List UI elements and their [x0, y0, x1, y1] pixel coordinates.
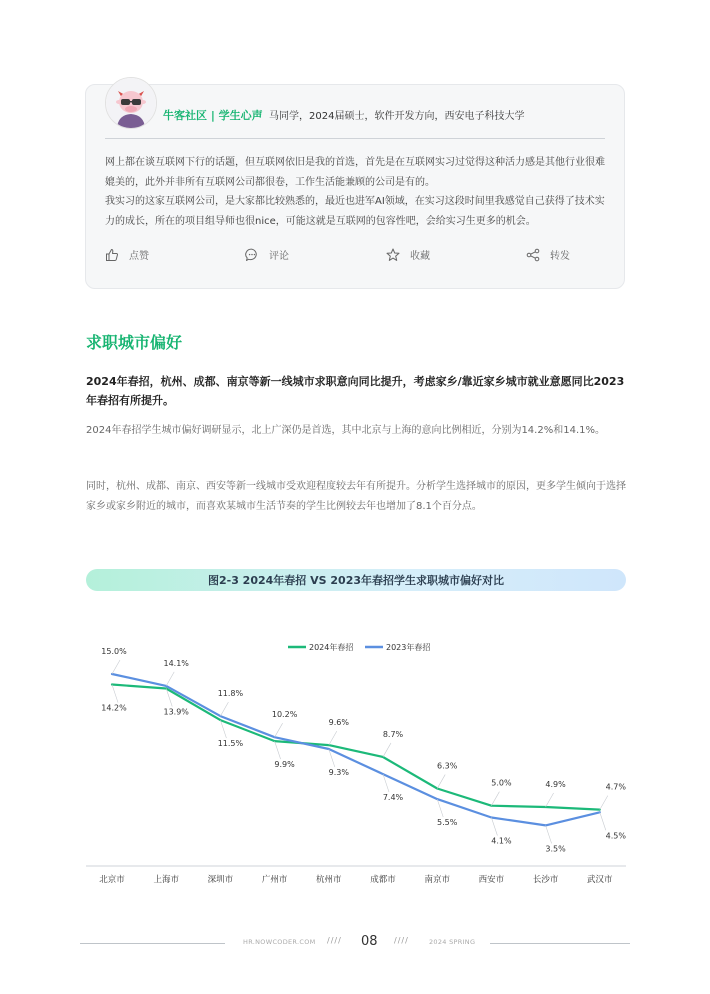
data-point — [545, 806, 547, 808]
x-tick-label: 深圳市 — [207, 875, 234, 885]
testimonial-card — [85, 84, 625, 289]
data-point — [382, 756, 384, 758]
section-lead: 2024年春招，杭州、成都、南京等新一线城市求职意向同比提升，考虑家乡/靠近家乡城市就业意愿同比2023年春招有所提升。 — [86, 375, 625, 407]
data-point — [436, 798, 438, 800]
data-label: 10.2% — [271, 710, 298, 720]
x-tick-label: 杭州市 — [316, 875, 342, 885]
series-line — [112, 685, 600, 810]
x-tick-label: 南京市 — [424, 875, 450, 885]
footer-season: 2024 SPRING — [429, 938, 476, 946]
data-point — [436, 788, 438, 790]
label-leader — [166, 688, 172, 706]
data-label: 9.6% — [328, 718, 349, 728]
label-leader — [437, 775, 445, 789]
legend-label: 2023年春招 — [386, 643, 431, 652]
data-label: 7.4% — [382, 793, 404, 803]
label-leader — [600, 812, 606, 830]
comment-button[interactable] — [245, 247, 289, 262]
star-icon — [386, 248, 400, 262]
testimonial-paragraph: 网上都在谈互联网下行的话题，但互联网依旧是我的首选，首先是在互联网实习过觉得这种活力感是其他行业很难媲美的，此外并非所有互联网公司都很卷，工作生活能兼顾的公司是有的。 — [105, 157, 605, 188]
section-title: 求职城市偏好 — [86, 333, 183, 352]
data-label: 4.7% — [605, 782, 626, 792]
label-leader — [329, 731, 337, 745]
testimonial-text — [105, 153, 610, 231]
action-bar — [105, 247, 605, 265]
data-point — [491, 805, 493, 807]
label-leader — [112, 660, 120, 674]
label-leader — [275, 741, 281, 759]
data-label: 8.7% — [382, 729, 404, 739]
data-label: 4.9% — [545, 779, 566, 789]
label-leader — [600, 796, 608, 810]
data-point — [491, 817, 493, 819]
data-point — [220, 715, 222, 717]
label-leader — [220, 720, 226, 738]
comment-label: 评论 — [269, 251, 289, 262]
label-leader — [437, 799, 443, 817]
footer-divider — [490, 943, 630, 944]
data-point — [274, 740, 276, 742]
card-title: 牛客社区 | 学生心声 — [163, 109, 263, 122]
label-leader — [220, 702, 228, 716]
data-point — [165, 685, 167, 687]
like-label: 点赞 — [129, 251, 149, 262]
data-label: 14.1% — [163, 658, 189, 668]
footer-slash: //// — [327, 936, 342, 945]
x-tick-label: 西安市 — [478, 875, 505, 885]
data-label: 3.5% — [545, 844, 566, 854]
footer-divider — [80, 943, 225, 944]
label-leader — [112, 685, 118, 703]
comment-icon — [245, 248, 259, 262]
label-leader — [491, 792, 499, 806]
data-label: 4.1% — [491, 836, 512, 846]
data-label: 9.3% — [328, 768, 349, 778]
data-label: 11.5% — [217, 739, 244, 749]
share-icon — [526, 248, 540, 262]
data-point — [111, 684, 113, 686]
cow-mascot-icon — [106, 78, 156, 128]
data-point — [382, 773, 384, 775]
data-point — [328, 748, 330, 750]
x-tick-label: 广州市 — [261, 875, 288, 885]
like-button[interactable] — [105, 247, 149, 262]
divider — [105, 138, 605, 139]
data-point — [111, 673, 113, 675]
data-label: 5.5% — [437, 818, 458, 828]
data-point — [220, 719, 222, 721]
label-leader — [166, 672, 174, 686]
data-point — [165, 688, 167, 690]
label-leader — [546, 825, 552, 843]
footer-site: HR.NOWCODER.COM — [243, 938, 316, 946]
x-tick-label: 上海市 — [153, 875, 179, 885]
thumbs-up-icon — [105, 248, 119, 262]
data-label: 15.0% — [101, 647, 127, 656]
legend-label: 2024年春招 — [309, 643, 354, 652]
label-leader — [383, 774, 389, 792]
label-leader — [546, 793, 554, 807]
label-leader — [383, 743, 391, 757]
favorite-button[interactable] — [386, 247, 430, 262]
data-label: 11.8% — [217, 689, 244, 699]
data-label: 13.9% — [163, 707, 189, 717]
page-footer — [80, 934, 630, 954]
data-label: 5.0% — [491, 778, 512, 788]
share-button[interactable] — [526, 247, 570, 262]
label-leader — [275, 723, 283, 737]
page-number: 08 — [361, 934, 378, 949]
data-point — [599, 811, 601, 813]
student-info: 马同学，2024届硕士，软件开发方向，西安电子科技大学 — [269, 111, 525, 122]
data-label: 9.9% — [274, 760, 295, 770]
x-tick-label: 长沙市 — [532, 875, 559, 885]
section-paragraph: 2024年春招学生城市偏好调研显示，北上广深仍是首选，其中北京与上海的意向比例相近，分别为14.2%和14.1%。 — [86, 425, 605, 436]
x-tick-label: 北京市 — [99, 875, 125, 885]
x-tick-label: 成都市 — [370, 875, 396, 885]
section-paragraph: 同时，杭州、成都、南京、西安等新一线城市受欢迎程度较去年有所提升。分析学生选择城市的原因，更多学生倾向于选择家乡或家乡附近的城市，而喜欢某城市生活节奏的学生比例较去年也增加了8.1个百分点。 — [86, 481, 626, 512]
footer-slash: //// — [394, 936, 409, 945]
data-point — [545, 825, 547, 827]
data-label: 6.3% — [437, 761, 458, 771]
chart-title: 图2-3 2024年春招 VS 2023年春招学生求职城市偏好对比 — [86, 569, 626, 591]
testimonial-paragraph: 我实习的这家互联网公司，是大家都比较熟悉的，最近也进军AI领域，在实习这段时间里我感觉自己获得了技术实力的成长，所在的项目组导师也很nice，可能这就是互联网的包容性吧，会给实习生更多的机会。 — [105, 196, 605, 227]
avatar — [105, 77, 157, 129]
x-tick-label: 武汉市 — [587, 875, 613, 885]
favorite-label: 收藏 — [410, 251, 430, 262]
data-label: 4.5% — [605, 831, 626, 841]
data-label: 14.2% — [101, 703, 127, 713]
label-leader — [329, 749, 335, 767]
data-point — [274, 736, 276, 738]
series-line — [112, 674, 600, 828]
data-point — [599, 809, 601, 811]
label-leader — [491, 818, 497, 836]
data-point — [328, 744, 330, 746]
share-label: 转发 — [550, 251, 570, 262]
